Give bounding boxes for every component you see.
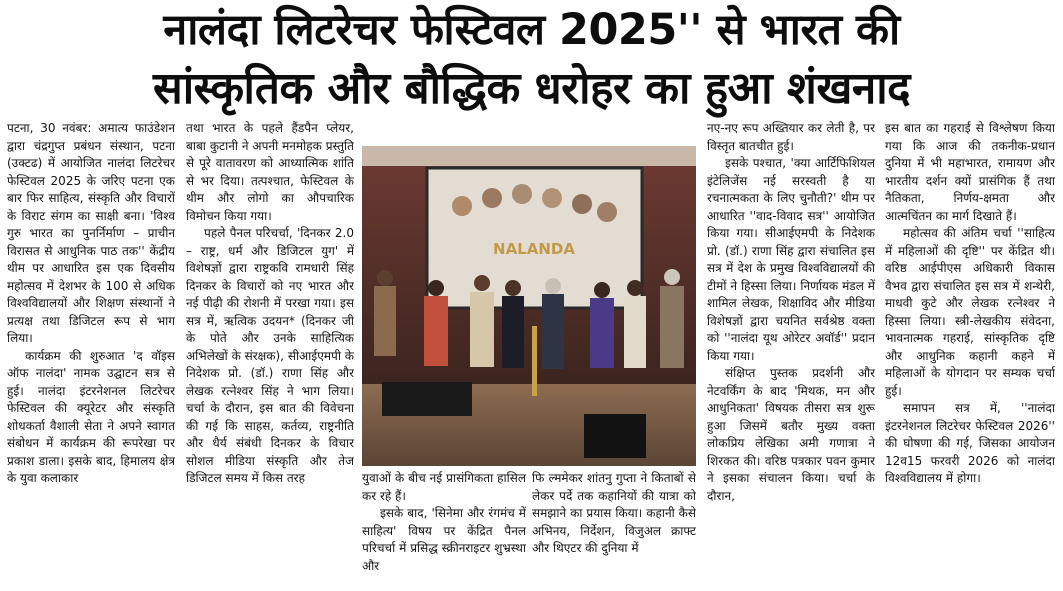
- paragraph: महोत्सव की अंतिम चर्चा ''साहित्य में महिलाओं की दृष्टि'' पर केंद्रित थी। वरिष्ठ आईपीएस अधिकारी विकास वैभव द्वारा संचालित इस सत्र में शन्थेरी, माधवी कुटे और लेखक रत्नेश्वर ने हिस्सा लिया। स्त्री-लेखकीय संवेदना, भावनात्मक गहराई, सांस्कृतिक दृष्टि और आधुनिक कहानी कहने में महिलाओं के योगदान पर सम्यक चर्चा हुई।: [885, 226, 1055, 398]
- paragraph: नए-नए रूप अख्तियार कर लेती है, पर विस्तृत बातचीत हुई।: [707, 121, 875, 153]
- paragraph: समापन सत्र में, ''नालंदा इंटरनेशनल लिटरेचर फेस्टिवल 2026'' की घोषणा की गई, जिसका आयोजन 12व15 फरवरी 2026 को नालंदा विश्वविद्यालय में होगा।: [885, 401, 1055, 485]
- headline-line-1: नालंदा लिटरेचर फेस्टिवल 2025'' से भारत की: [163, 5, 900, 55]
- paragraph: तथा भारत के पहले हैंडपैन प्लेयर, बाबा कुटानी ने अपनी मनमोहक प्रस्तुति से पूरे वातावरण को आध्यात्मिक शांति से भर दिया। तत्पश्चात, फेस्टिवल के थीम और लोगो का औपचारिक विमोचन किया गया।: [186, 121, 354, 223]
- paragraph: कार्यक्रम की शुरुआत 'द वॉइस ऑफ नालंदा' नामक उद्घाटन सत्र से हुई। नालंदा इंटरनेशनल लिटरेचर फेस्टिवल की क्यूरेटर और संस्कृति शोधकर्ता वैशाली सेता ने अपने स्वागत संबोधन में कार्यक्रम की रूपरेखा पर प्रकाश डाला। इसके बाद, हिमालय क्षेत्र के युवा कलाकार: [7, 348, 175, 485]
- article-column-5: [707, 120, 875, 588]
- headline-line-2: सांस्कृतिक और बौद्धिक धरोहर का हुआ शंखनाद: [152, 63, 911, 114]
- paragraph: पटना, 30 नवंबर: अमात्य फाउंडेशन द्वारा चंद्रगुप्त प्रबंधन संस्थान, पटना (उक्टढ) में आयोजित नालंदा लिटरेचर फेस्टिवल 2025 के जरिए पटना एक बार फिर साहित्य, संस्कृति और विचारों के विराट संगम का साक्षी बना। 'विश्व गुरु भारत का पुनर्निर्माण – प्राचीन विरासत से आधुनिक पाठ तक'' केंद्रीय थीम पर आधारित इस एक दिवसीय महोत्सव में देशभर के 100 से अधिक विश्वविद्यालयों और शिक्षण संस्थानों ने प्रत्यक्ष तथा डिजिटल रूप से भाग लिया।: [7, 121, 175, 345]
- article-column-3: [362, 470, 526, 588]
- ceremonial-lamp: [532, 326, 537, 396]
- projection-screen: [427, 168, 642, 308]
- speaker-box: [584, 414, 646, 458]
- paragraph: फि ल्ममेकर शांतनु गुप्ता ने किताबों से लेकर पर्दे तक कहानियों की यात्रा को समझाने का प्रयास किया। कहानी कैसे अभिनय, निर्देशन, विजुअल क्राफ्ट और थिएटर की दुनिया में: [532, 471, 696, 555]
- event-photo: [362, 146, 696, 466]
- paragraph: युवाओं के बीच नई प्रासंगिकता हासिल कर रहे हैं।: [362, 471, 526, 503]
- paragraph: पहले पैनल परिचर्चा, 'दिनकर 2.0 – राष्ट्र, धर्म और डिजिटल युग' में विशेषज्ञों द्वारा राष्ट्रकवि रामधारी सिंह दिनकर के विचारों को नए भारत और नई पीढ़ी की रोशनी में परखा गया। इस सत्र में, ऋत्विक उदयन* (दिनकर जी के पोते और उनके साहित्यिक अभिलेखों के संरक्षक), सीआईएमपी के निदेशक प्रो. (डॉ.) राणा सिंह और लेखक रत्नेश्वर सिंह ने भाग लिया। चर्चा के दौरान, इस बात की विवेचना की गई कि साहस, कर्तव्य, राष्ट्रनीति और धैर्य संबंधी दिनकर के विचार सोशल मीडिया संस्कृति और तेज डिजिटल समय में किस तरह: [186, 226, 354, 485]
- stage-monitor: [382, 382, 472, 416]
- paragraph: इस बात का गहराई से विश्लेषण किया गया कि आज की तकनीक-प्रधान दुनिया में भी महाभारत, रामायण और भारतीय दर्शन क्यों प्रासंगिक हैं तथा नैतिकता, निर्णय-क्षमता और आत्मचिंतन का मार्ग दिखाते हैं।: [885, 121, 1055, 223]
- article-column-1: [7, 120, 175, 588]
- screen-title: NALANDA: [493, 240, 575, 258]
- paragraph: इसके बाद, 'सिनेमा और रंगमंच में साहित्य' विषय पर केंद्रित पैनल परिचर्चा में प्रसिद्ध स्क्रीनराइटर शुभ्रस्था और: [362, 506, 526, 573]
- article-column-4: [532, 470, 696, 588]
- paragraph: इसके पश्चात, 'क्या आर्टिफिशियल इंटेलिजेंस नई सरस्वती है या रचनात्मकता के लिए चुनौती?' थीम पर आधारित ''वाद-विवाद सत्र'' आयोजित किया गया। सीआईएमपी के निदेशक प्रो. (डॉ.) राणा सिंह द्वारा संचालित इस सत्र में देश के प्रमुख विश्वविद्यालयों की टीमों ने हिस्सा लिया। निर्णायक मंडल में शामिल लेखक, शिक्षाविद और मीडिया विशेषज्ञों द्वारा चयनित सर्वश्रेष्ठ वक्ता को ''नालंदा यूथ ओरेटर अवॉर्ड'' प्रदान किया गया।: [707, 156, 875, 363]
- article-column-6: [885, 120, 1055, 588]
- article-column-2: [186, 120, 354, 588]
- paragraph: संक्षिप्त पुस्तक प्रदर्शनी और नेटवर्किंग के बाद 'मिथक, मन और आधुनिकता' विषयक तीसरा सत्र शुरू हुआ जिसमें बतौर मुख्य वक्ता लोकप्रिय लेखिका अमी गणात्रा ने शिरकत की। वरिष्ठ पत्रकार पवन कुमार ने इसका संचालन किया। चर्चा के दौरान,: [707, 366, 875, 503]
- stage-photo-illustration: [362, 146, 696, 466]
